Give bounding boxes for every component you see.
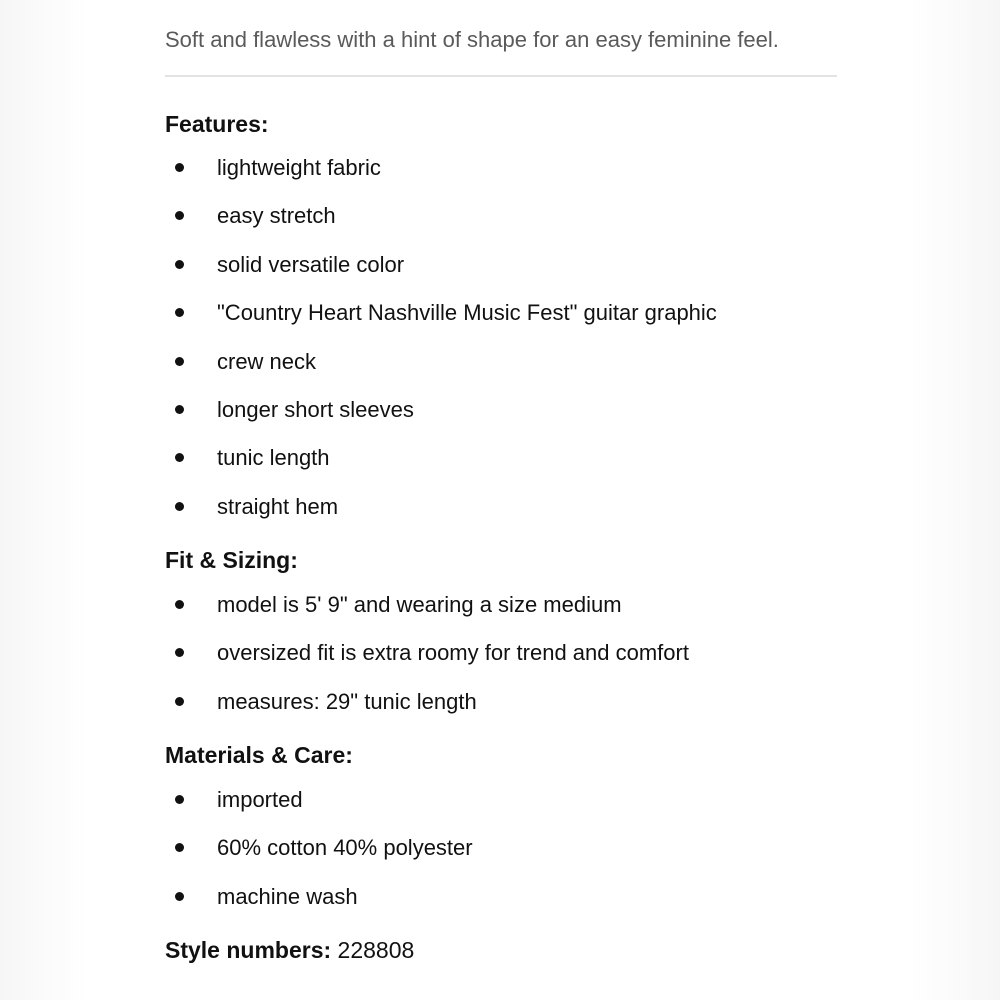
bullet-icon [175, 357, 184, 366]
materials-care-heading: Materials & Care: [165, 742, 353, 768]
style-numbers-label: Style numbers: [165, 937, 332, 963]
bullet-icon [175, 405, 184, 414]
list-item-text: solid versatile color [217, 251, 405, 277]
features-heading: Features: [165, 111, 269, 137]
list-item-text: measures: 29" tunic length [217, 688, 477, 714]
bullet-icon [175, 260, 184, 269]
list-item-text: imported [217, 787, 303, 812]
list-item-text: straight hem [217, 493, 339, 519]
list-item-text: easy stretch [217, 203, 336, 229]
list-item-text: oversized fit is extra roomy for trend and comfort [217, 640, 689, 666]
list-item-text: model is 5' 9" and wearing a size medium [217, 592, 622, 617]
list-item-text: 60% cotton 40% polyester [217, 835, 473, 861]
list-item-text: tunic length [217, 445, 330, 471]
intro-text: Soft and flawless with a hint of shape for an easy feminine feel. [165, 27, 779, 52]
bullet-icon [175, 453, 184, 462]
fit-sizing-heading: Fit & Sizing: [165, 547, 298, 573]
list-item-text: crew neck [217, 348, 317, 374]
bullet-icon [175, 163, 184, 172]
bullet-icon [175, 600, 184, 609]
bullet-icon [175, 211, 184, 220]
bullet-icon [175, 843, 184, 852]
bullet-icon [175, 308, 184, 317]
list-item-text: machine wash [217, 883, 358, 909]
bullet-icon [175, 795, 184, 804]
divider [165, 75, 837, 77]
bullet-icon [175, 892, 184, 901]
list-item-text: lightweight fabric [217, 155, 381, 180]
bullet-icon [175, 697, 184, 706]
list-item-text: "Country Heart Nashville Music Fest" guitar graphic [217, 300, 717, 326]
style-numbers-value: 228808 [337, 937, 415, 963]
list-item-text: longer short sleeves [217, 396, 414, 422]
bullet-icon [175, 648, 184, 657]
style-numbers [165, 936, 414, 964]
bullet-icon [175, 502, 184, 511]
